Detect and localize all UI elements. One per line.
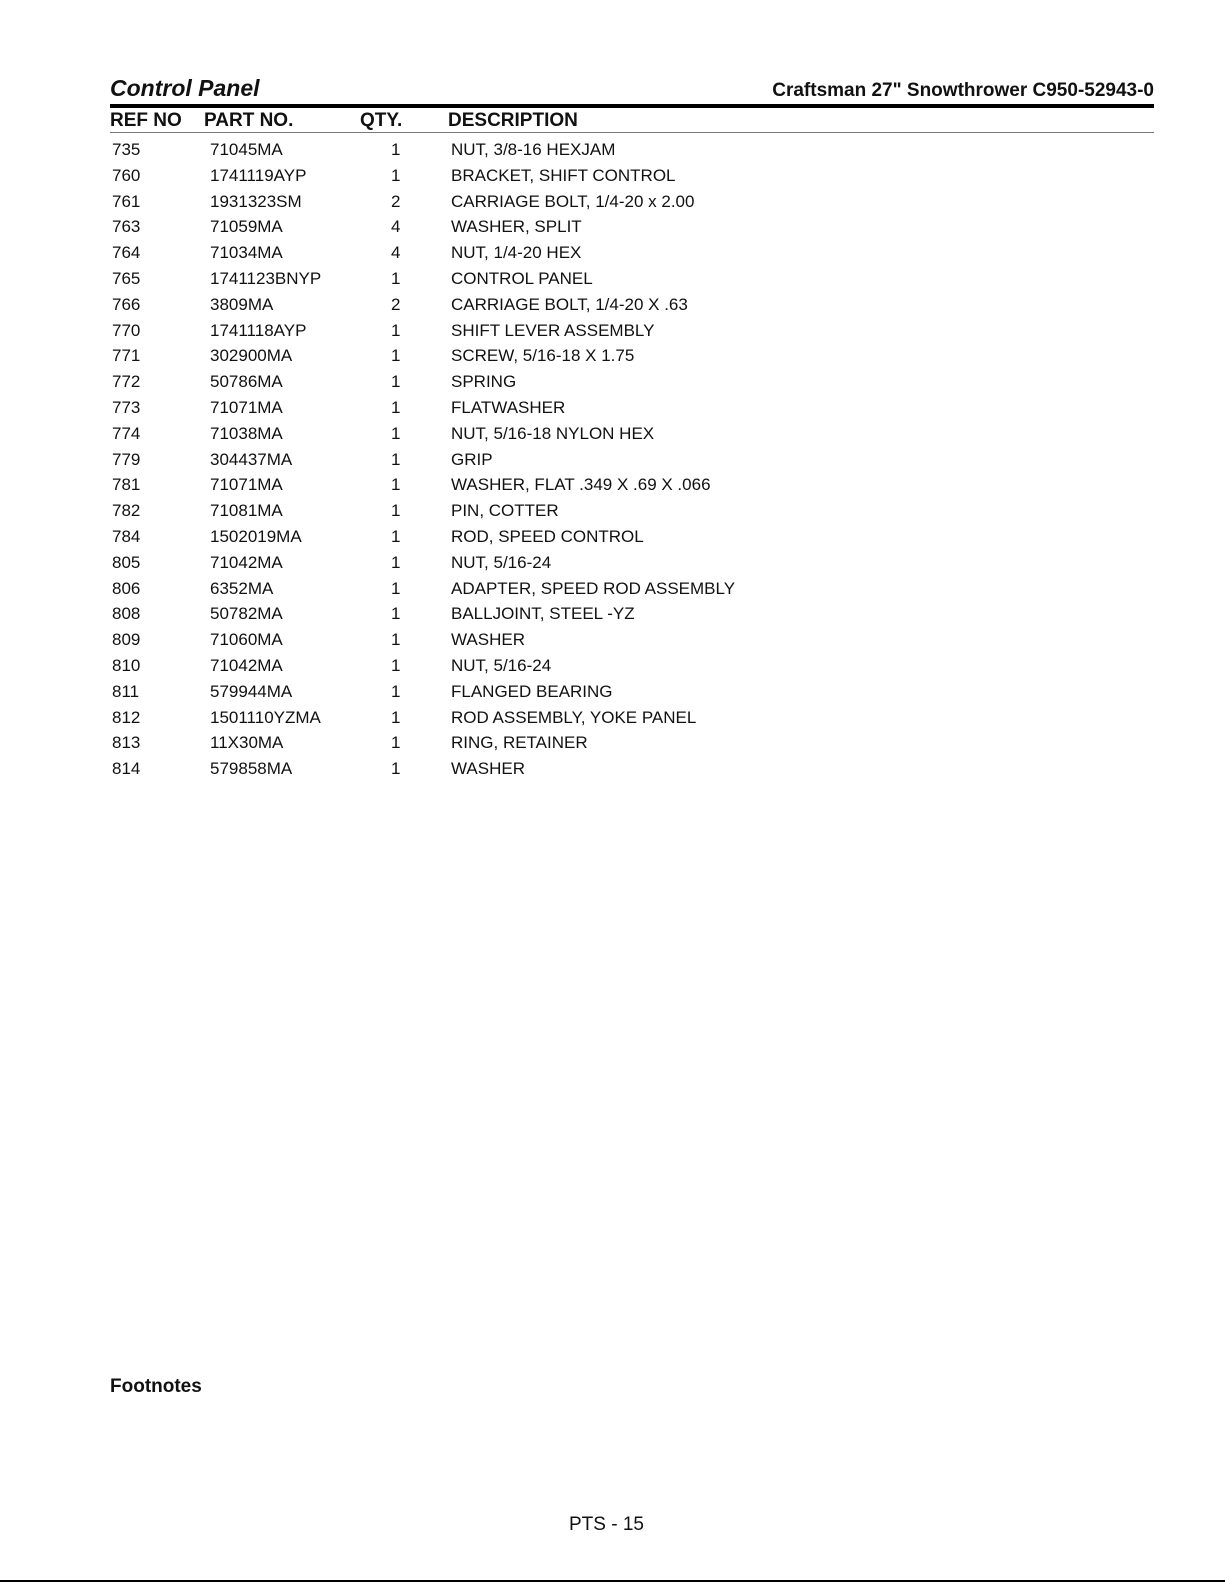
qty-cell: 1 bbox=[391, 372, 401, 392]
table-row bbox=[110, 679, 1154, 705]
qty-cell: 1 bbox=[391, 681, 401, 701]
ref-no-cell: 773 bbox=[112, 397, 141, 417]
description-cell: WASHER bbox=[451, 759, 525, 779]
description-cell: NUT, 5/16-24 bbox=[451, 655, 552, 675]
part-no-cell: 579858MA bbox=[210, 759, 293, 779]
bottom-rule bbox=[0, 1580, 1225, 1582]
qty-cell: 1 bbox=[391, 733, 401, 753]
table-row bbox=[110, 498, 1154, 524]
qty-cell: 1 bbox=[391, 320, 401, 340]
part-no-cell: 1931323SM bbox=[210, 191, 302, 211]
ref-no-cell: 760 bbox=[112, 165, 141, 185]
description-cell: NUT, 1/4-20 HEX bbox=[451, 243, 582, 263]
ref-no-cell: 782 bbox=[112, 501, 141, 521]
qty-cell: 1 bbox=[391, 759, 401, 779]
description-cell: SHIFT LEVER ASSEMBLY bbox=[451, 320, 655, 340]
part-no-cell: 1501110YZMA bbox=[210, 707, 321, 727]
page-number: PTS - 15 bbox=[569, 1514, 644, 1535]
header-rule bbox=[110, 104, 1154, 108]
description-cell: ADAPTER, SPEED ROD ASSEMBLY bbox=[451, 578, 736, 598]
ref-no-cell: 774 bbox=[112, 423, 141, 443]
description-cell: CARRIAGE BOLT, 1/4-20 X .63 bbox=[451, 294, 688, 314]
description-cell: ROD ASSEMBLY, YOKE PANEL bbox=[451, 707, 697, 727]
table-row bbox=[110, 240, 1154, 266]
table-row bbox=[110, 318, 1154, 344]
part-no-cell: 302900MA bbox=[210, 346, 293, 366]
table-row bbox=[110, 343, 1154, 369]
column-header-description: DESCRIPTION bbox=[448, 110, 578, 131]
section-title: Control Panel bbox=[110, 75, 260, 101]
ref-no-cell: 765 bbox=[112, 268, 141, 288]
qty-cell: 1 bbox=[391, 475, 401, 495]
ref-no-cell: 735 bbox=[112, 140, 141, 159]
description-cell: SPRING bbox=[451, 372, 517, 392]
part-no-cell: 71045MA bbox=[210, 140, 283, 159]
description-cell: FLANGED BEARING bbox=[451, 681, 613, 701]
ref-no-cell: 810 bbox=[112, 655, 141, 675]
table-row bbox=[110, 447, 1154, 473]
part-no-cell: 71038MA bbox=[210, 423, 283, 443]
description-cell: WASHER, SPLIT bbox=[451, 217, 582, 237]
part-no-cell: 71071MA bbox=[210, 397, 283, 417]
table-row bbox=[110, 653, 1154, 679]
page-number-container bbox=[0, 1514, 1225, 1536]
parts-table bbox=[110, 137, 1154, 782]
qty-cell: 1 bbox=[391, 501, 401, 521]
description-cell: NUT, 5/16-24 bbox=[451, 552, 552, 572]
part-no-cell: 71081MA bbox=[210, 501, 283, 521]
ref-no-cell: 814 bbox=[112, 759, 141, 779]
description-cell: CARRIAGE BOLT, 1/4-20 x 2.00 bbox=[451, 191, 695, 211]
part-no-cell: 71042MA bbox=[210, 552, 283, 572]
ref-no-cell: 763 bbox=[112, 217, 141, 237]
qty-cell: 1 bbox=[391, 346, 401, 366]
part-no-cell: 3809MA bbox=[210, 294, 274, 314]
qty-cell: 1 bbox=[391, 604, 401, 624]
ref-no-cell: 772 bbox=[112, 372, 141, 392]
ref-no-cell: 779 bbox=[112, 449, 141, 469]
footnotes-heading: Footnotes bbox=[110, 1376, 202, 1397]
document-title: Craftsman 27" Snowthrower C950-52943-0 bbox=[772, 80, 1154, 101]
table-row bbox=[110, 369, 1154, 395]
part-no-cell: 71071MA bbox=[210, 475, 283, 495]
qty-cell: 1 bbox=[391, 268, 401, 288]
part-no-cell: 71034MA bbox=[210, 243, 283, 263]
qty-cell: 1 bbox=[391, 707, 401, 727]
qty-cell: 2 bbox=[391, 294, 401, 314]
description-cell: CONTROL PANEL bbox=[451, 268, 593, 288]
qty-cell: 1 bbox=[391, 140, 401, 159]
part-no-cell: 11X30MA bbox=[210, 733, 284, 753]
qty-cell: 1 bbox=[391, 578, 401, 598]
qty-cell: 1 bbox=[391, 449, 401, 469]
table-row bbox=[110, 163, 1154, 189]
ref-no-cell: 764 bbox=[112, 243, 141, 263]
description-cell: NUT, 5/16-18 NYLON HEX bbox=[451, 423, 655, 443]
ref-no-cell: 812 bbox=[112, 707, 141, 727]
table-header bbox=[110, 110, 1154, 133]
table-row bbox=[110, 524, 1154, 550]
qty-cell: 1 bbox=[391, 165, 401, 185]
description-cell: FLATWASHER bbox=[451, 397, 566, 417]
part-no-cell: 1741119AYP bbox=[210, 165, 307, 185]
description-cell: ROD, SPEED CONTROL bbox=[451, 526, 644, 546]
qty-cell: 1 bbox=[391, 526, 401, 546]
table-row bbox=[110, 627, 1154, 653]
description-cell: PIN, COTTER bbox=[451, 501, 559, 521]
ref-no-cell: 806 bbox=[112, 578, 141, 598]
qty-cell: 2 bbox=[391, 191, 401, 211]
description-cell: NUT, 3/8-16 HEXJAM bbox=[451, 140, 616, 159]
qty-cell: 4 bbox=[391, 217, 401, 237]
ref-no-cell: 770 bbox=[112, 320, 141, 340]
table-row bbox=[110, 421, 1154, 447]
part-no-cell: 71042MA bbox=[210, 655, 283, 675]
description-cell: GRIP bbox=[451, 449, 493, 469]
part-no-cell: 1741118AYP bbox=[210, 320, 307, 340]
description-cell: RING, RETAINER bbox=[451, 733, 588, 753]
part-no-cell: 71059MA bbox=[210, 217, 283, 237]
description-cell: WASHER, FLAT .349 X .69 X .066 bbox=[451, 475, 711, 495]
description-cell: SCREW, 5/16-18 X 1.75 bbox=[451, 346, 635, 366]
column-header-qty: QTY. bbox=[360, 110, 403, 131]
table-row bbox=[110, 730, 1154, 756]
part-no-cell: 304437MA bbox=[210, 449, 293, 469]
table-row bbox=[110, 601, 1154, 627]
ref-no-cell: 761 bbox=[112, 191, 141, 211]
table-row bbox=[110, 266, 1154, 292]
ref-no-cell: 811 bbox=[112, 681, 140, 701]
part-no-cell: 1741123BNYP bbox=[210, 268, 322, 288]
table-row bbox=[110, 292, 1154, 318]
description-cell: BALLJOINT, STEEL -YZ bbox=[451, 604, 635, 624]
qty-cell: 1 bbox=[391, 552, 401, 572]
ref-no-cell: 808 bbox=[112, 604, 141, 624]
table-row bbox=[110, 705, 1154, 731]
table-row bbox=[110, 576, 1154, 602]
table-row bbox=[110, 472, 1154, 498]
part-no-cell: 71060MA bbox=[210, 630, 283, 650]
ref-no-cell: 805 bbox=[112, 552, 141, 572]
description-cell: WASHER bbox=[451, 630, 525, 650]
table-row bbox=[110, 189, 1154, 215]
part-no-cell: 6352MA bbox=[210, 578, 274, 598]
description-cell: BRACKET, SHIFT CONTROL bbox=[451, 165, 676, 185]
qty-cell: 1 bbox=[391, 655, 401, 675]
qty-cell: 1 bbox=[391, 630, 401, 650]
table-row bbox=[110, 214, 1154, 240]
column-header-ref-no: REF NO bbox=[110, 110, 182, 131]
part-no-cell: 50782MA bbox=[210, 604, 283, 624]
table-row bbox=[110, 395, 1154, 421]
column-header-part-no: PART NO. bbox=[204, 110, 294, 131]
table-row bbox=[110, 137, 1154, 163]
table-row bbox=[110, 756, 1154, 782]
part-no-cell: 1502019MA bbox=[210, 526, 302, 546]
ref-no-cell: 784 bbox=[112, 526, 141, 546]
qty-cell: 4 bbox=[391, 243, 401, 263]
qty-cell: 1 bbox=[391, 397, 401, 417]
qty-cell: 1 bbox=[391, 423, 401, 443]
ref-no-cell: 781 bbox=[112, 475, 141, 495]
ref-no-cell: 766 bbox=[112, 294, 141, 314]
ref-no-cell: 771 bbox=[112, 346, 141, 366]
page-header bbox=[110, 74, 1154, 104]
part-no-cell: 50786MA bbox=[210, 372, 283, 392]
ref-no-cell: 809 bbox=[112, 630, 141, 650]
ref-no-cell: 813 bbox=[112, 733, 141, 753]
table-row bbox=[110, 550, 1154, 576]
part-no-cell: 579944MA bbox=[210, 681, 293, 701]
